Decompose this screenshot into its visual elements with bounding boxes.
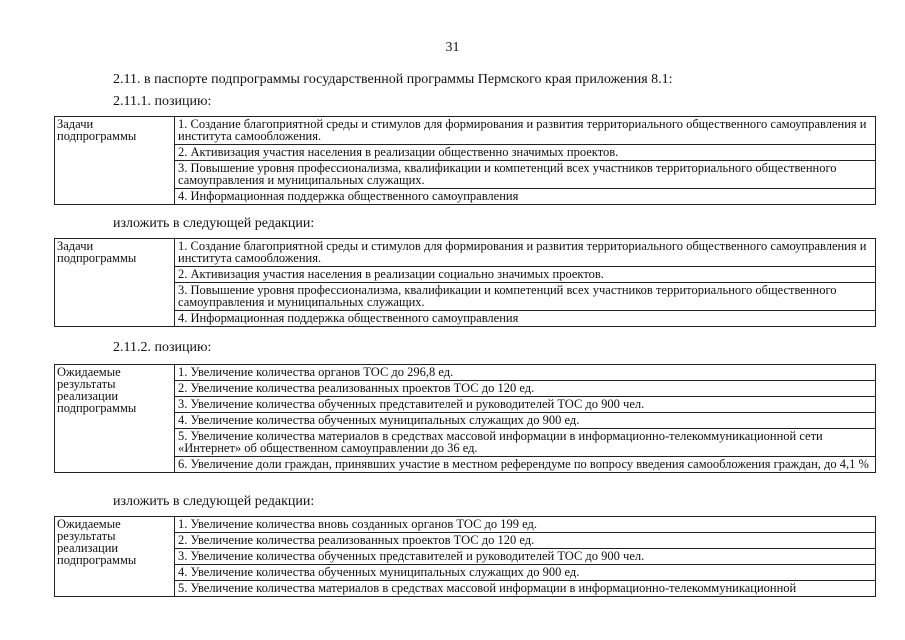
list-item: 4. Информационная поддержка общественного самоуправления xyxy=(178,311,519,325)
change-text-1: изложить в следующей редакции: xyxy=(113,216,315,231)
list-item: 2. Увеличение количества реализованных проектов ТОС до 120 ед. xyxy=(175,533,875,549)
list-item: 6. Увеличение доли граждан, принявших участие в местном референдуме по вопросу введения самообложения граждан, до 4,1 % xyxy=(178,457,869,471)
list-item: 4. Увеличение количества обученных муниципальных служащих до 900 ед. xyxy=(175,413,875,429)
list-item: 4. Увеличение количества обученных муниципальных служащих до 900 ед. xyxy=(175,565,875,581)
results-table-old xyxy=(54,364,876,473)
list-item: 3. Увеличение количества обученных представителей и руководителей ТОС до 900 чел. xyxy=(175,397,875,413)
list-item: 3. Увеличение количества обученных представителей и руководителей ТОС до 900 чел. xyxy=(175,549,875,565)
results-table-new xyxy=(54,516,876,597)
list-item: 4. Информационная поддержка общественного самоуправления xyxy=(178,189,519,203)
table-label: Ожидаемые результаты реализации подпрограммы xyxy=(55,517,175,596)
subsection-2-11-1: 2.11.1. позицию: xyxy=(113,94,212,109)
results-old-list xyxy=(175,365,875,472)
tasks-table-new xyxy=(54,238,876,327)
tasks-old-list xyxy=(175,117,875,204)
results-new-list xyxy=(175,517,875,596)
list-item: 1. Создание благоприятной среды и стимулов для формирования и развития территориального общественного самоуправления и института самообложения. xyxy=(175,117,875,145)
table-label: Ожидаемые результаты реализации подпрограммы xyxy=(55,365,175,472)
list-item: 2. Активизация участия населения в реализации общественно значимых проектов. xyxy=(175,145,875,161)
list-item: 1. Создание благоприятной среды и стимулов для формирования и развития территориального общественного самоуправления и института самообложения. xyxy=(175,239,875,267)
list-item: 1. Увеличение количества вновь созданных органов ТОС до 199 ед. xyxy=(175,517,875,533)
list-item: 5. Увеличение количества материалов в средствах массовой информации в информационно-телекоммуникационной сети «Интернет» об общественном самоуправлении до 36 ед. xyxy=(175,429,875,457)
tasks-new-list xyxy=(175,239,875,326)
change-text-2: изложить в следующей редакции: xyxy=(113,494,315,509)
table-label: Задачи подпрограммы xyxy=(55,117,175,204)
list-item: 3. Повышение уровня профессионализма, квалификации и компетенций всех участников территориального общественного самоуправления и муниципальных служащих. xyxy=(175,283,875,311)
list-item: 2. Активизация участия населения в реализации социально значимых проектов. xyxy=(175,267,875,283)
table-label: Задачи подпрограммы xyxy=(55,239,175,326)
list-item: 2. Увеличение количества реализованных проектов ТОС до 120 ед. xyxy=(175,381,875,397)
page-number: 31 xyxy=(445,40,460,55)
intro-text: 2.11. в паспорте подпрограммы государственной программы Пермского края приложения 8.1: xyxy=(113,72,673,87)
tasks-table-old xyxy=(54,116,876,205)
list-item: 3. Повышение уровня профессионализма, квалификации и компетенций всех участников территориального общественного самоуправления и муниципальных служащих. xyxy=(175,161,875,189)
subsection-2-11-2: 2.11.2. позицию: xyxy=(113,340,212,355)
list-item: 5. Увеличение количества материалов в средствах массовой информации в информационно-телекоммуникационной xyxy=(178,581,797,595)
list-item: 1. Увеличение количества органов ТОС до 296,8 ед. xyxy=(175,365,875,381)
